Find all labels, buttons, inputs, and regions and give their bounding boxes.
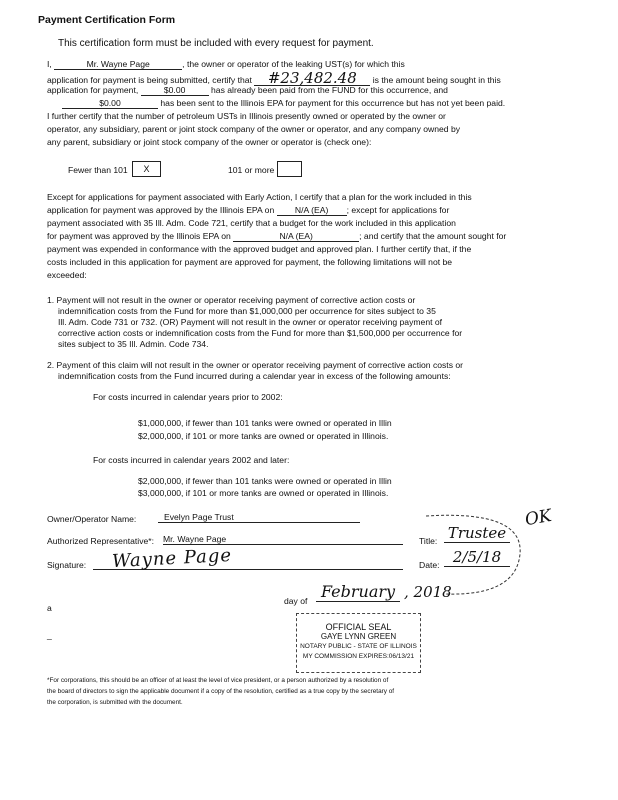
cert-line-7: any parent, subsidiary or joint stock company of the owner or operator is (check one): xyxy=(47,137,372,147)
left-margin-dash: _ xyxy=(47,630,52,640)
limit-2-line-2: indemnification costs from the Fund incurred during a calendar year in excess of the following amounts: xyxy=(58,371,451,381)
date-label: Date: xyxy=(419,560,440,570)
except-line-2 xyxy=(47,205,449,216)
later-2002-limit-a: $2,000,000, if fewer than 101 tanks were owned or operated in Illin xyxy=(138,476,392,486)
left-margin-mark: a xyxy=(47,603,52,613)
footnote-line-2: the board of directors to sign the applicable document if a copy of the resolution, certified as a true copy by the secretary of xyxy=(47,688,395,695)
footnote-line-3: the corporation, is submitted with the document. xyxy=(47,699,183,706)
except-text: ; except for applications for xyxy=(346,205,450,215)
later-2002-limit-b: $3,000,000, if 101 or more tanks are owned or operated in Illinois. xyxy=(138,488,389,498)
except-line-3: payment associated with 35 Ill. Adm. Code 721, certify that a budget for the work included in this application xyxy=(47,218,456,228)
notary-year: , 2018 xyxy=(404,583,452,601)
cert-line-2 xyxy=(47,69,501,87)
except-line-7: exceeded: xyxy=(47,270,87,280)
cert-text: , the owner or operator of the leaking UST(s) for which this xyxy=(182,59,405,69)
seal-heading: OFFICIAL SEAL xyxy=(325,622,392,632)
prior-2002-limit-a: $1,000,000, if fewer than 101 tanks were owned or operated in Illin xyxy=(138,418,392,428)
limit-1-line-4: corrective action costs or indemnification costs from the Fund for more than $1,500,000 per occurrence for xyxy=(58,328,463,338)
except-text: ; and certify that the amount sought for xyxy=(359,231,507,241)
signature-handwriting: Wayne Page xyxy=(111,544,233,573)
except-text: for payment was approved by the Illinois EPA on xyxy=(47,231,231,241)
day-of-label: day of xyxy=(284,596,308,606)
limit-1-line-3: Ill. Adm. Code 731 or 732. (OR) Payment will not result in the owner or operator receiving payment of xyxy=(58,317,443,327)
cert-line-5: I further certify that the number of petroleum USTs in Illinois presently owned or operated by the owner or xyxy=(47,111,446,121)
ok-mark: OK xyxy=(523,505,554,531)
fewer-than-101-checkbox[interactable]: X xyxy=(132,161,161,177)
cert-text: application for payment is being submitted, certify that xyxy=(47,75,252,85)
prior-2002-limit-b: $2,000,000, if 101 or more tanks are owned or operated in Illinois. xyxy=(138,431,389,441)
notary-seal xyxy=(296,613,421,673)
title-label: Title: xyxy=(419,536,438,546)
except-line-1: Except for applications for payment associated with Early Action, I certify that a plan for the work included in this xyxy=(47,192,472,202)
cert-line-4 xyxy=(62,98,505,109)
authorized-rep-field[interactable]: Mr. Wayne Page xyxy=(163,534,403,545)
owner-name-field[interactable]: Mr. Wayne Page xyxy=(54,59,182,70)
amount-paid-field[interactable]: $0.00 xyxy=(141,85,209,96)
except-line-5: payment was expended in conformance with the approved budget and approved plan. I further certify that, if the xyxy=(47,244,472,254)
prior-2002-label: For costs incurred in calendar years prior to 2002: xyxy=(93,392,283,402)
amount-pending-field[interactable]: $0.00 xyxy=(62,98,158,109)
cert-text: has already been paid from the FUND for this occurrence, and xyxy=(211,85,448,95)
plan-approval-date-field[interactable]: N/A (EA) xyxy=(277,205,347,216)
seal-notary: NOTARY PUBLIC - STATE OF ILLINOIS xyxy=(300,643,417,650)
form-title: Payment Certification Form xyxy=(38,14,176,26)
cert-text: has been sent to the Illinois EPA for payment for this occurrence but has not yet been paid. xyxy=(160,98,506,108)
limit-1-line-5: sites subject to 35 Ill. Admin. Code 734. xyxy=(58,339,209,349)
limit-1-line-1: 1. Payment will not result in the owner or operator receiving payment of corrective action costs or xyxy=(47,295,416,305)
cert-text: is the amount being sought in this xyxy=(372,75,501,85)
form-subtitle: This certification form must be included with every request for payment. xyxy=(58,38,374,49)
101-or-more-checkbox[interactable] xyxy=(277,161,302,177)
limit-1-line-2: indemnification costs from the Fund for more than $1,000,000 per occurrence for sites subject to 35 xyxy=(58,306,436,316)
except-line-6: costs included in this application for payment are approved for payment, the following limitations will not be xyxy=(47,257,453,267)
cert-text: I, xyxy=(47,59,52,69)
cert-text: application for payment, xyxy=(47,85,139,95)
owner-operator-field[interactable]: Evelyn Page Trust xyxy=(158,512,360,523)
seal-name: GAYE LYNN GREEN xyxy=(320,632,397,641)
seal-expiry: MY COMMISSION EXPIRES:06/13/21 xyxy=(302,653,415,660)
except-text: application for payment was approved by the Illinois EPA on xyxy=(47,205,275,215)
date-field[interactable]: 2/5/18 xyxy=(444,548,510,567)
later-2002-label: For costs incurred in calendar years 2002 and later: xyxy=(93,455,290,465)
owner-operator-label: Owner/Operator Name: xyxy=(47,514,137,524)
footnote-line-1: *For corporations, this should be an officer of at least the level of vice president, or a person authorized by a resolution of xyxy=(47,677,389,684)
amount-sought-field[interactable]: #23,482.48 xyxy=(254,72,370,86)
authorized-rep-label: Authorized Representative*: xyxy=(47,536,155,546)
cert-line-6: operator, any subsidiary, parent or joint stock company of the owner or operator, and any company owned by xyxy=(47,124,461,134)
except-line-4 xyxy=(47,231,506,242)
fewer-than-101-label: Fewer than 101 xyxy=(68,165,128,175)
cert-line-3 xyxy=(47,85,448,96)
signature-label: Signature: xyxy=(47,560,87,570)
budget-approval-date-field[interactable]: N/A (EA) xyxy=(233,231,359,242)
limit-2-line-1: 2. Payment of this claim will not result in the owner or operator receiving payment of corrective action costs or xyxy=(47,360,464,370)
title-field[interactable]: Trustee xyxy=(444,524,510,543)
101-or-more-label: 101 or more xyxy=(228,165,275,175)
notary-month-field[interactable]: February xyxy=(316,582,400,602)
